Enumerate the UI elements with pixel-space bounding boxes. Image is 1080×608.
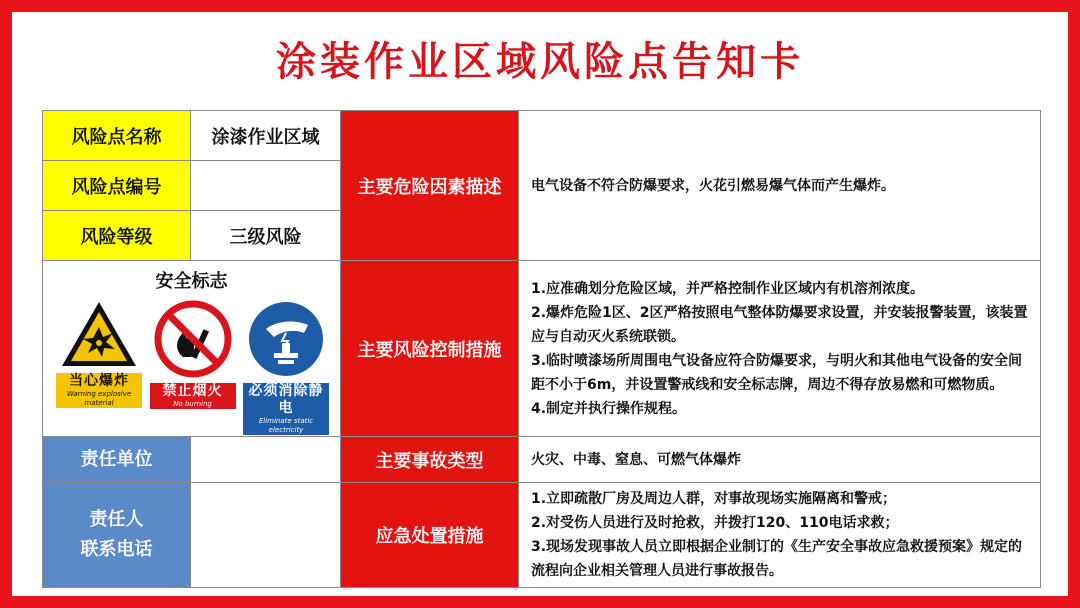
explosion-warning-icon [59,299,139,369]
sign-explosion-cn: 当心爆炸 [69,373,129,389]
risk-code-value [191,161,341,211]
page-title: 涂装作业区域风险点告知卡 [276,39,804,85]
eliminate-static-icon [246,299,326,379]
emergency-line: 1.立即疏散厂房及周边人群，对事故现场实施隔离和警戒； [531,491,897,507]
hazard-label: 主要危险因素描述 [341,111,519,261]
sign-explosion [55,299,143,435]
control-line: 2.爆炸危险1区、2区严格按照电气整体防爆要求设置，并安装报警装置，该装置应与自动灭火系统联锁。 [531,304,1028,345]
sign-no-fire-en: No burning [173,400,212,408]
sign-explosion-en: Warning explosive material [66,390,132,407]
control-measures [519,261,1041,437]
contact-label-line2: 联系电话 [80,539,153,560]
emergency-line: 2.对受伤人员进行及时抢救，并拨打120、110电话求救； [531,515,899,531]
control-line: 4.制定并执行操作规程。 [531,400,687,417]
emergency-measures [519,483,1041,588]
risk-name-label: 风险点名称 [43,111,191,161]
safety-signs-title: 安全标志 [155,271,228,292]
control-line: 3.临时喷漆场所周围电气设备应符合防爆要求，与明火和其他电气设备的安全间距不小于6m，并设置警戒线和安全标志牌，周边不得存放易燃和可燃物质。 [531,352,1023,393]
risk-code-label: 风险点编号 [43,161,191,211]
risk-level-value: 三级风险 [191,211,341,261]
accident-text: 火灾、中毒、窒息、可燃气体爆炸 [519,437,1041,483]
safety-signs-panel [43,261,341,437]
control-line: 1.应准确划分危险区域，并严格控制作业区域内有机溶剂浓度。 [531,280,925,297]
risk-name-value: 涂漆作业区域 [191,111,341,161]
no-fire-icon [153,299,233,379]
sign-no-fire [149,299,237,435]
contact-label [43,483,191,588]
risk-card-table [42,110,1041,588]
accident-label: 主要事故类型 [341,437,519,483]
responsible-unit-label: 责任单位 [43,437,191,483]
sign-no-fire-cn: 禁止烟火 [162,383,223,399]
sign-static-cn: 必须消除静电 [248,383,324,416]
risk-level-label: 风险等级 [43,211,191,261]
emergency-label: 应急处置措施 [341,483,519,588]
control-label: 主要风险控制措施 [341,261,519,437]
responsible-unit-value [191,437,341,483]
contact-value [191,483,341,588]
hazard-text: 电气设备不符合防爆要求，火花引燃易爆气体而产生爆炸。 [519,111,1041,261]
emergency-line: 3.现场发现事故人员立即根据企业制订的《生产安全事故应急救援预案》规定的流程向企业相关管理人员进行事故报告。 [531,539,1023,579]
sign-static [242,299,330,435]
contact-label-line1: 责任人 [89,509,144,530]
sign-static-en: Eliminate static electricity [258,417,314,434]
